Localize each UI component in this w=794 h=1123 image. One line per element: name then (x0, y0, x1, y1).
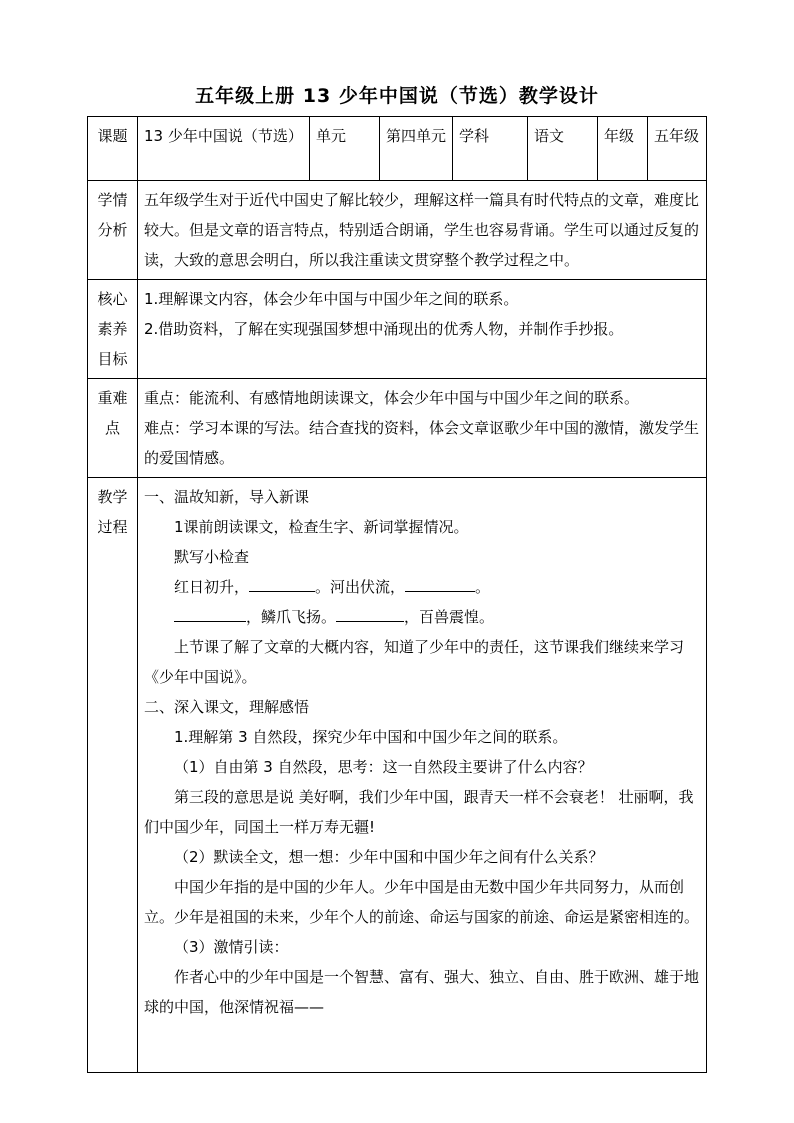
fill1-a: 红日初升， (174, 578, 250, 596)
document-title: 五年级上册 13 少年中国说（节选）教学设计 (195, 85, 599, 107)
difficult-point: 难点：学习本课的写法。结合查找的资料，体会文章讴歌少年中国的激情，激发学生的爱国情感。 (144, 419, 700, 467)
analysis-label: 学情分析 (88, 181, 138, 280)
goals-label: 核心素养目标 (88, 280, 138, 379)
analysis-text: 五年级学生对于近代中国史了解比较少，理解这样一篇具有时代特点的文章，难度比较大。但是文章的语言特点，特别适合朗诵，学生也容易背诵。学生可以通过反复的读，大致的意思会明白，所以我注重读文贯穿整个教学过程之中。 (138, 181, 707, 280)
key-point: 重点：能流利、有感情地朗读课文，体会少年中国与中国少年之间的联系。 (144, 389, 640, 407)
fill-line-1 (144, 572, 700, 602)
blank-3 (174, 603, 246, 622)
course-value: 13 少年中国说（节选） (138, 117, 310, 181)
header-row (88, 117, 707, 181)
s2-question-1: （1）自由第 3 自然段，思考：这一自然段主要讲了什么内容？ (174, 758, 593, 776)
section1-title: 一、温故知新，导入新课 (144, 488, 310, 506)
analysis-row (88, 181, 707, 280)
fill1-b: 。河出伏流， (315, 578, 406, 596)
section2-title: 二、深入课文，理解感悟 (144, 698, 310, 716)
fill2-a: ，鳞爪飞扬。 (246, 608, 337, 626)
s1-line2: 默写小检查 (174, 548, 250, 566)
subject-value: 语文 (528, 117, 598, 181)
grade-label: 年级 (598, 117, 648, 181)
s2-question-2: （2）默读全文，想一想：少年中国和中国少年之间有什么关系？ (174, 848, 604, 866)
process-cell (138, 478, 707, 1073)
blank-4 (336, 603, 404, 622)
course-label: 课题 (88, 117, 138, 181)
goals-row (88, 280, 707, 379)
process-label: 教学过程 (88, 478, 138, 1073)
unit-label: 单元 (310, 117, 380, 181)
process-row (88, 478, 707, 1073)
keypoints-label: 重难点 (88, 379, 138, 478)
lesson-plan-table (87, 116, 707, 1073)
s2-answer-2: 中国少年指的是中国的少年人。少年中国是由无数中国少年共同努力，从而创立。少年是祖国的未来，少年个人的前途、命运与国家的前途、命运是紧密相连的。 (144, 878, 700, 926)
keypoints-row (88, 379, 707, 478)
keypoints-cell (138, 379, 707, 478)
fill1-c: 。 (475, 578, 491, 596)
blank-1 (249, 573, 315, 592)
s1-line1: 1课前朗读课文，检查生字、新词掌握情况。 (174, 518, 469, 536)
unit-value: 第四单元 (380, 117, 453, 181)
fill-line-2 (144, 602, 700, 632)
grade-value: 五年级 (648, 117, 707, 181)
subject-label: 学科 (453, 117, 528, 181)
s1-paragraph: 上节课了解了文章的大概内容，知道了少年中的责任，这节课我们继续来学习《少年中国说》。 (144, 638, 685, 686)
s2-answer-1: 第三段的意思是说 美好啊，我们少年中国，跟青天一样不会衰老！ 壮丽啊，我们中国少年，同国土一样万寿无疆! (144, 788, 694, 836)
s2-question-3: （3）激情引读： (174, 938, 289, 956)
goal-item: 2.借助资料，了解在实现强国梦想中涌现出的优秀人物，并制作手抄报。 (144, 320, 624, 338)
goals-cell (138, 280, 707, 379)
fill2-b: ，百兽震惶。 (404, 608, 495, 626)
s2-answer-3: 作者心中的少年中国是一个智慧、富有、强大、独立、自由、胜于欧洲、雄于地球的中国，他深情祝福—— (144, 968, 700, 1016)
blank-2 (405, 573, 475, 592)
s2-line1: 1.理解第 3 自然段，探究少年中国和中国少年之间的联系。 (174, 728, 568, 746)
goal-item: 1.理解课文内容，体会少年中国与中国少年之间的联系。 (144, 290, 519, 308)
